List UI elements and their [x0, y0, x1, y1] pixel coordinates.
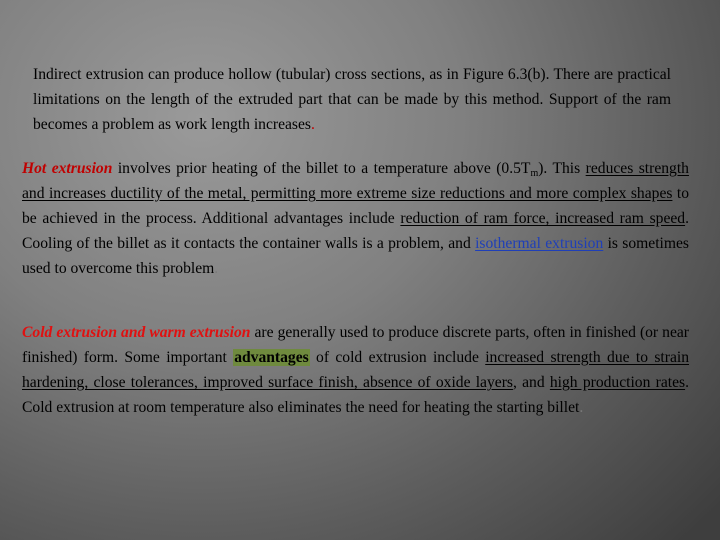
term-hot-extrusion: Hot extrusion	[22, 160, 113, 177]
text-run: is sometimes used to overcome this problem	[22, 235, 689, 277]
text-run: . Cold extrusion at room temperature also eliminates the need for heating the starting billet	[22, 374, 689, 416]
term-cold-warm-extrusion: Cold extrusion and warm extrusion	[22, 324, 251, 341]
bold-advantages: advantages	[234, 349, 309, 366]
paragraph-end-mark: .	[214, 260, 219, 277]
isothermal-extrusion-link[interactable]: isothermal extrusion	[475, 235, 604, 252]
text-run: involves prior heating of the billet to a temperature above (0.5T	[112, 160, 531, 177]
text-run: of cold extrusion include	[309, 349, 486, 366]
text-run: ). This	[538, 160, 586, 177]
paragraph-cold-extrusion	[22, 320, 689, 420]
paragraph-end-mark: .	[311, 116, 315, 133]
paragraph-indirect-extrusion	[33, 62, 671, 137]
text-run: . Cooling of the billet as it contacts the container walls is a problem, and	[22, 210, 689, 252]
text-run: to be achieved in the process. Additional advantages include	[22, 185, 689, 227]
text-run: are generally used to produce discrete parts, often in finished (or near finished) form. Some important	[22, 324, 689, 366]
paragraph-hot-extrusion	[22, 156, 689, 281]
subscript-m: m	[530, 168, 539, 179]
paragraph-text: Indirect extrusion can produce hollow (tubular) cross sections, as in Figure 6.3(b). There are practical limitations on the length of the extruded part that can be made by this method. Support of the ram becomes a problem as work length increases	[33, 66, 671, 133]
text-run: , and	[512, 374, 550, 391]
underlined-ram-benefits: reduction of ram force, increased ram speed	[400, 210, 686, 227]
underlined-cold-advantages: increased strength due to strain hardening, close tolerances, improved surface finish, absence of oxide layers	[22, 349, 690, 391]
underlined-production-rates: high production rates	[549, 374, 686, 391]
paragraph-end-mark: .	[579, 399, 584, 416]
underlined-advantages: reduces strength and increases ductility of the metal, permitting more extreme size reductions and more complex shapes	[22, 160, 689, 202]
